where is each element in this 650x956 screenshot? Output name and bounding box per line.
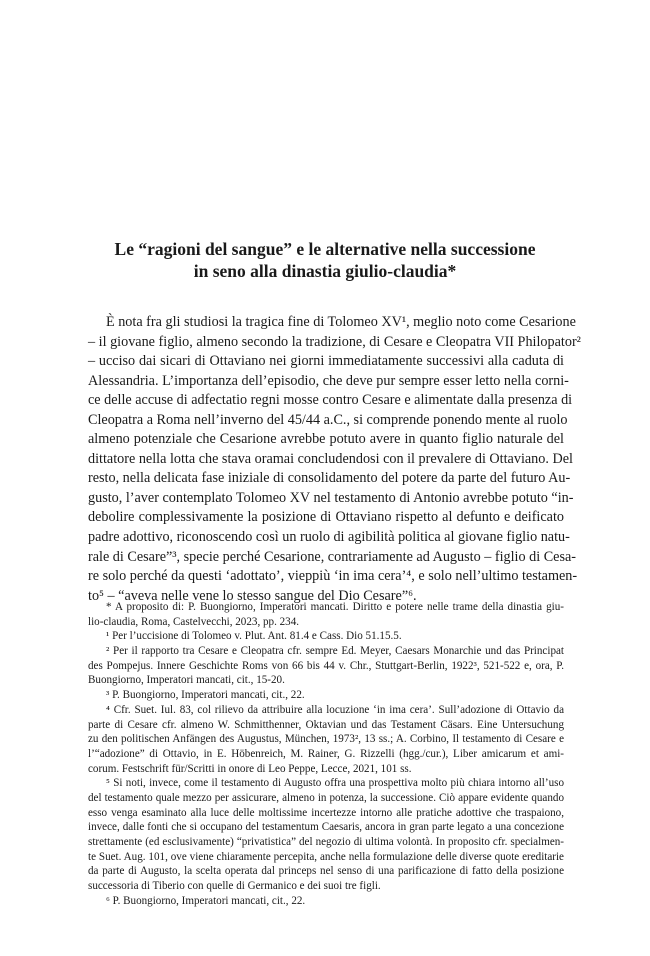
body-line: padre adottivo, riconoscendo così un ruolo di agibilità politica al giovane figlio natu- bbox=[88, 529, 570, 546]
body-line: gusto, l’aver contemplato Tolomeo XV nel testamento di Antonio avrebbe potuto “in- bbox=[88, 489, 574, 506]
title-line-1: Le “ragioni del sangue” e le alternative nella successione bbox=[114, 238, 536, 259]
body-line: – il giovane figlio, almeno secondo la tradizione, di Cesare e Cleopatra VII Philopator² bbox=[88, 333, 581, 350]
footnote-line: da parte di Augusto, la scelta operata dal princeps nel senso di una parificazione di fatto della posizione bbox=[88, 865, 564, 878]
footnotes bbox=[88, 600, 564, 908]
body-paragraph bbox=[88, 313, 581, 606]
body-line: re solo perché da questi ‘adottato’, vieppiù ‘in ima cera’⁴, e solo nell’ultimo testamen- bbox=[88, 568, 578, 585]
footnote-line: ⁵ Si noti, invece, come il testamento di Augusto offra una prospettiva molto più chiara intorno all’uso bbox=[106, 777, 564, 790]
footnote-line: successoria di Tiberio con quelle di Germanico e dei suoi tre figli. bbox=[88, 880, 381, 893]
body-line: ce delle accuse di adfectatio regni mosse contro Cesare e alimentate dalla presenza di bbox=[88, 392, 573, 409]
footnote-line: ² Per il rapporto tra Cesare e Cleopatra cfr. sempre Ed. Meyer, Caesars Monarchie und das Principat bbox=[106, 645, 564, 658]
footnote-line: invece, dalle fonti che si occupano del testamentum Caesaris, ancora in gran parte legato a una concezione bbox=[88, 821, 564, 834]
footnote-line: Buongiorno, Imperatori mancati, cit., 15-20. bbox=[88, 674, 285, 687]
body-line: resto, nella delicata fase iniziale di consolidamento del potere da parte del futuro Au- bbox=[88, 470, 571, 487]
title-line-2: in seno alla dinastia giulio-claudia* bbox=[193, 260, 457, 281]
footnote-line: esso venga esaminato alla luce delle moltissime incertezze intorno alle pratiche adottive che traspaiono, bbox=[88, 806, 564, 819]
body-line: Cleopatra a Roma nell’inverno del 45/44 a.C., si comprende ponendo mente al ruolo bbox=[88, 411, 568, 428]
body-line: Alessandria. L’importanza dell’episodio, che deve pur sempre esser letto nella corni- bbox=[88, 372, 569, 389]
footnote-line: * A proposito di: P. Buongiorno, Imperatori mancati. Diritto e potere nelle trame della dinastia giu- bbox=[106, 601, 564, 613]
body-line: debolire complessivamente la posizione di Ottaviano rispetto al defunto e deificato bbox=[88, 509, 564, 526]
footnote-line: des Pompejus. Innere Geschichte Roms von 66 bis 44 v. Chr., Stuttgart-Berlin, 1922³, 521-522 e, ora, P. bbox=[88, 659, 564, 672]
footnote-line: ³ P. Buongiorno, Imperatori mancati, cit., 22. bbox=[106, 689, 305, 702]
footnote-line: lio-claudia, Roma, Castelvecchi, 2023, pp. 234. bbox=[88, 615, 300, 628]
footnote-line: zu den politischen Anfängen des Augustus, München, 1973², 13 ss.; A. Corbino, Il testamento di Cesare e bbox=[88, 733, 564, 746]
footnote-line: ⁴ Cfr. Suet. Iul. 83, col rilievo da attribuire alla locuzione ‘in ima cera’. Sull’adozione di Ottavio da bbox=[106, 703, 564, 716]
footnote-line: del testamento quale mezzo per assicurare, almeno in potenza, la successione. Ciò appare evidente quando bbox=[88, 791, 564, 804]
article-title bbox=[60, 238, 590, 282]
footnote-line: l’“adozione” di Ottavio, in E. Höbenreich, M. Rainer, G. Rizzelli (hgg./cur.), Liber amicarum et ami- bbox=[88, 747, 564, 760]
body-line: to⁵ – “aveva nelle vene lo stesso sangue del Dio Cesare”⁶. bbox=[88, 587, 417, 604]
body-line: rale di Cesare”³, specie perché Cesarione, contrariamente ad Augusto – figlio di Cesa- bbox=[88, 548, 577, 565]
footnote-line: te Suet. Aug. 101, ove viene chiaramente percepita, anche nella formulazione delle diverse quote ereditarie bbox=[88, 850, 564, 863]
footnote-line: ⁶ P. Buongiorno, Imperatori mancati, cit., 22. bbox=[106, 894, 306, 907]
footnote-line: corum. Festschrift für/Scritti in onore di Leo Peppe, Lecce, 2021, 101 ss. bbox=[88, 762, 412, 775]
footnote-line: ¹ Per l’uccisione di Tolomeo v. Plut. Ant. 81.4 e Cass. Dio 51.15.5. bbox=[106, 630, 402, 643]
footnote-line: parte di Cesare cfr. almeno W. Schmitthenner, Oktavian und das Testament Cäsars. Eine Untersuchung bbox=[88, 718, 564, 731]
body-line: dittatore nella lotta che stava oramai concludendosi con il prevalere di Ottaviano. Del bbox=[88, 450, 573, 467]
body-line: almeno potenziale che Cesarione avrebbe potuto avere in quanto figlio naturale del bbox=[88, 431, 564, 448]
body-line: È nota fra gli studiosi la tragica fine di Tolomeo XV¹, meglio noto come Cesarione bbox=[106, 314, 576, 330]
body-line: – ucciso dai sicari di Ottaviano nei giorni immediatamente successivi alla caduta di bbox=[88, 353, 564, 370]
footnote-line: strettamente (ed esclusivamente) “privatistica” del negozio di ultima volontà. In proposito cfr. specialmen- bbox=[88, 836, 564, 848]
